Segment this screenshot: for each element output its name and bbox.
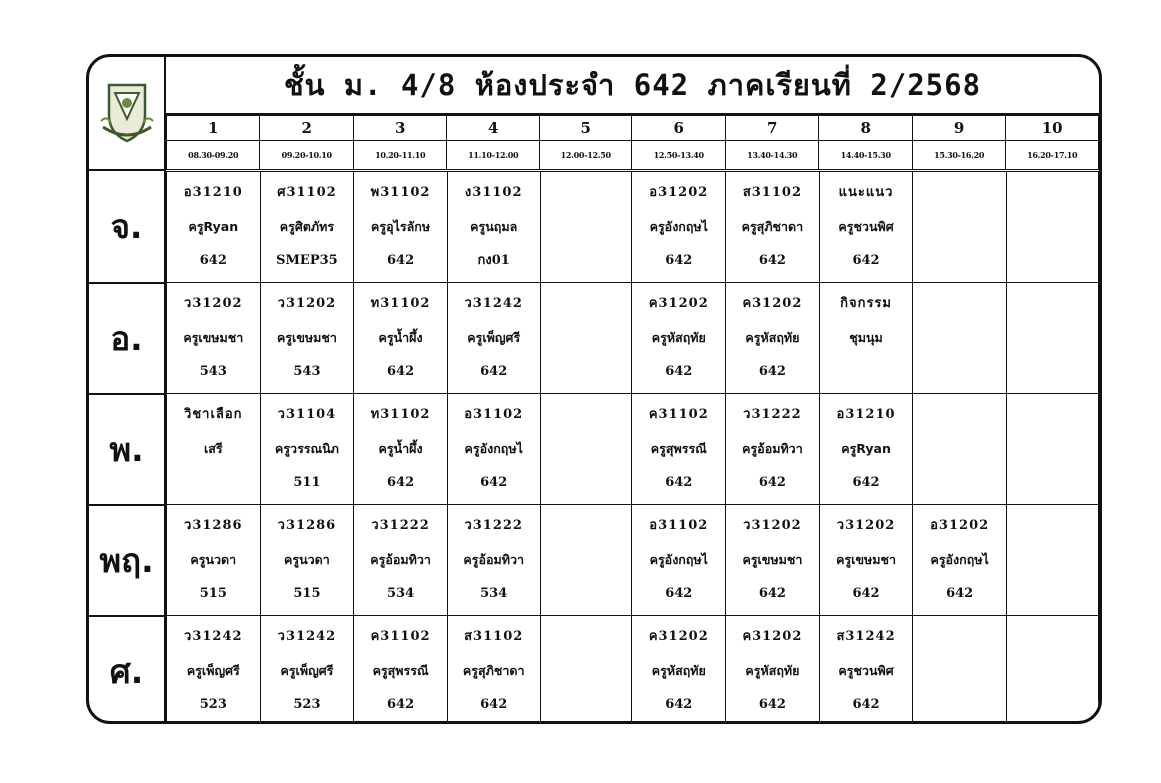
cell-subject: กิจกรรม: [840, 296, 892, 311]
cell-room: 642: [665, 253, 693, 268]
cell-room: 523: [293, 697, 321, 712]
cell-teacher: ครูเพ็ญศรี: [467, 330, 521, 345]
cell-teacher: เสรี: [203, 441, 223, 456]
schedule-cell: [726, 172, 820, 283]
schedule-cell: [726, 616, 820, 725]
cell-subject: ว31202: [184, 296, 243, 311]
cell-room: [1007, 355, 1098, 389]
cell-subject: [913, 398, 1006, 432]
cell-room: 642: [758, 697, 786, 712]
cell-room: [1007, 244, 1098, 278]
schedule-cell: [819, 283, 913, 394]
cell-teacher: [1007, 321, 1098, 355]
cell-teacher: [1007, 654, 1098, 688]
cell-teacher: ครูหัสฤทัย: [745, 663, 800, 678]
cell-subject: [1007, 287, 1098, 321]
cell-room: 642: [665, 364, 693, 379]
cell-subject: [541, 509, 632, 543]
schedule-cell: [819, 394, 913, 505]
cell-room: SMEP35: [276, 253, 338, 268]
period-number: 6: [632, 116, 725, 141]
schedule-cell: [819, 616, 913, 725]
cell-subject: ว31242: [464, 296, 523, 311]
cell-subject: [541, 398, 632, 432]
schedule-cell: [447, 616, 540, 725]
cell-teacher: ครูสุพรรณี: [650, 441, 707, 456]
period-number: 3: [353, 116, 446, 141]
day-row: [167, 616, 1099, 725]
cell-subject: ท31102: [370, 407, 431, 422]
period-time: 12.50-13.40: [632, 141, 725, 170]
cell-teacher: ครูสุภิชาดา: [741, 219, 804, 234]
cell-room: 642: [758, 364, 786, 379]
cell-teacher: [541, 432, 632, 466]
schedule-cell: [540, 283, 632, 394]
cell-subject: ค31202: [742, 629, 803, 644]
cell-subject: อ31102: [464, 407, 524, 422]
cell-subject: แนะแนว: [838, 185, 894, 200]
period-number-row: [167, 116, 1099, 141]
schedule-cell: [726, 283, 820, 394]
cell-teacher: ครูอังกฤษไ: [464, 441, 523, 456]
cell-teacher: ครูเขษมชา: [276, 330, 337, 345]
schedule-cell: [726, 505, 820, 616]
schedule-cell: [1006, 394, 1098, 505]
cell-subject: ว31242: [277, 629, 337, 644]
cell-teacher: ครูเพ็ญศรี: [186, 663, 240, 678]
cell-subject: ว31222: [743, 407, 802, 422]
cell-teacher: ครูหัสฤทัย: [745, 330, 800, 345]
schedule-cell: [540, 505, 632, 616]
day-label: อ.: [89, 282, 166, 393]
cell-teacher: ครูสุพรรณี: [372, 663, 429, 678]
cell-teacher: ครูชวนพิศ: [838, 663, 894, 678]
cell-room: 642: [946, 586, 974, 601]
cell-teacher: [913, 654, 1006, 688]
cell-teacher: ครูเขษมชา: [742, 552, 803, 567]
period-time-row: [167, 141, 1099, 170]
cell-subject: ค31202: [742, 296, 803, 311]
day-label: พ.: [89, 393, 166, 504]
cell-room: 515: [199, 586, 227, 601]
schedule-cell: [819, 505, 913, 616]
schedule-cell: [447, 283, 540, 394]
cell-room: 642: [758, 253, 786, 268]
cell-subject: ว31242: [184, 629, 243, 644]
cell-teacher: ครูนวดา: [284, 552, 330, 567]
cell-room: 543: [293, 364, 321, 379]
cell-room: [541, 577, 632, 611]
cell-room: [541, 244, 632, 278]
cell-teacher: [1007, 543, 1098, 577]
cell-room: 642: [852, 253, 880, 268]
schedule-cell: [354, 172, 448, 283]
cell-subject: อ31202: [649, 185, 709, 200]
cell-subject: ค31102: [648, 407, 709, 422]
cell-room: 534: [387, 586, 415, 601]
cell-room: 515: [293, 586, 321, 601]
cell-subject: [1007, 509, 1098, 543]
cell-teacher: [541, 210, 632, 244]
schedule-cell: [167, 283, 261, 394]
period-number: 1: [167, 116, 260, 141]
cell-subject: อ31102: [649, 518, 709, 533]
period-number: 7: [725, 116, 818, 141]
cell-teacher: [1007, 432, 1098, 466]
cell-room: 642: [387, 475, 415, 490]
cell-teacher: ครูอังกฤษไ: [649, 219, 708, 234]
cell-room: [1007, 577, 1098, 611]
schedule-cell: [632, 505, 726, 616]
schedule-cell: [632, 616, 726, 725]
schedule-cell: [354, 616, 448, 725]
cell-room: 642: [199, 253, 227, 268]
schedule-cell: [260, 172, 354, 283]
period-number: 2: [260, 116, 353, 141]
schedule-cell: [913, 394, 1007, 505]
cell-room: 642: [387, 364, 415, 379]
cell-subject: ค31202: [648, 296, 709, 311]
period-number: 5: [539, 116, 632, 141]
cell-teacher: ครูเพ็ญศรี: [280, 663, 334, 678]
day-row: [167, 505, 1099, 616]
schedule-cell: [447, 394, 540, 505]
cell-room: [1007, 688, 1098, 722]
schedule-grid: [166, 171, 1099, 724]
schedule-cell: [447, 172, 540, 283]
cell-teacher: ชุมนุม: [849, 330, 883, 345]
cell-teacher: ครูRyan: [841, 441, 891, 456]
cell-room: [541, 688, 632, 722]
period-time: 14.40-15.30: [819, 141, 912, 170]
cell-subject: ส31102: [464, 629, 524, 644]
schedule-cell: [167, 505, 261, 616]
cell-teacher: ครูอังกฤษไ: [649, 552, 708, 567]
cell-room: 534: [480, 586, 508, 601]
cell-subject: [541, 176, 632, 210]
school-emblem-icon: [99, 75, 155, 151]
cell-room: 642: [665, 475, 693, 490]
schedule-cell: [1006, 283, 1098, 394]
cell-subject: ว31104: [277, 407, 337, 422]
schedule-cell: [632, 283, 726, 394]
cell-room: 642: [387, 253, 415, 268]
schedule-cell: [540, 394, 632, 505]
cell-room: 642: [852, 475, 880, 490]
cell-room: 543: [199, 364, 227, 379]
cell-room: [913, 244, 1006, 278]
schedule-cell: [726, 394, 820, 505]
day-row: [167, 283, 1099, 394]
cell-subject: อ31202: [930, 518, 990, 533]
cell-teacher: [1007, 210, 1098, 244]
cell-teacher: ครูสุภิชาดา: [462, 663, 525, 678]
cell-subject: ว31202: [836, 518, 896, 533]
cell-subject: ค31202: [648, 629, 709, 644]
cell-room: กง01: [477, 253, 510, 268]
cell-teacher: ครูอ้อมทิวา: [370, 552, 431, 567]
cell-room: [913, 355, 1006, 389]
cell-teacher: ครูวรรณนิภ: [274, 441, 339, 456]
cell-subject: [1007, 398, 1098, 432]
schedule-cell: [354, 283, 448, 394]
schedule-cell: [260, 394, 354, 505]
cell-room: 642: [480, 364, 508, 379]
cell-subject: [913, 287, 1006, 321]
cell-teacher: [913, 321, 1006, 355]
cell-room: [913, 466, 1006, 500]
cell-subject: [541, 620, 632, 654]
schedule-cell: [913, 283, 1007, 394]
page-title: ชั้น ม. 4/8 ห้องประจำ 642 ภาคเรียนที่ 2/2568: [166, 57, 1099, 115]
period-time: 10.20-11.10: [353, 141, 446, 170]
schedule-cell: [540, 172, 632, 283]
cell-room: [913, 688, 1006, 722]
schedule-cell: [260, 616, 354, 725]
timetable-sheet: [86, 54, 1102, 724]
period-header: [166, 115, 1099, 170]
cell-room: 642: [480, 475, 508, 490]
cell-subject: [541, 287, 632, 321]
cell-subject: วิชาเลือก: [184, 407, 243, 422]
period-time: 11.10-12.00: [447, 141, 540, 170]
period-number: 8: [819, 116, 912, 141]
cell-subject: อ31210: [836, 407, 896, 422]
cell-teacher: ครูหัสฤทัย: [651, 330, 706, 345]
period-time: 09.20-10.10: [260, 141, 353, 170]
cell-teacher: ครูเขษมชา: [183, 330, 244, 345]
cell-room: [541, 355, 632, 389]
schedule-cell: [913, 505, 1007, 616]
cell-teacher: [541, 654, 632, 688]
cell-room: 642: [665, 697, 693, 712]
day-label: จ.: [89, 171, 166, 282]
schedule-cell: [1006, 616, 1098, 725]
schedule-cell: [167, 616, 261, 725]
cell-room: [1007, 466, 1098, 500]
cell-subject: ส31102: [742, 185, 802, 200]
cell-subject: ว31286: [184, 518, 243, 533]
cell-teacher: ครูRyan: [188, 219, 239, 234]
cell-subject: ว31202: [743, 518, 802, 533]
day-column: [89, 171, 166, 724]
cell-subject: ง31102: [464, 185, 523, 200]
schedule-cell: [260, 505, 354, 616]
schedule-cell: [913, 172, 1007, 283]
period-time: 16.20-17.10: [1006, 141, 1099, 170]
cell-teacher: [541, 543, 632, 577]
cell-room: [167, 466, 260, 500]
cell-teacher: ครูอังกฤษไ: [930, 552, 989, 567]
cell-teacher: ครูอ้อมทิวา: [463, 552, 525, 567]
day-row: [167, 172, 1099, 283]
day-label: ศ.: [89, 615, 166, 724]
schedule-cell: [819, 172, 913, 283]
logo-cell: [89, 57, 166, 171]
cell-room: 642: [758, 586, 786, 601]
cell-teacher: [913, 210, 1006, 244]
cell-room: 642: [852, 586, 880, 601]
cell-subject: [1007, 176, 1098, 210]
cell-subject: ว31202: [277, 296, 337, 311]
cell-teacher: [541, 321, 632, 355]
schedule-cell: [632, 172, 726, 283]
schedule-cell: [1006, 172, 1098, 283]
cell-room: [541, 466, 632, 500]
schedule-cell: [354, 394, 448, 505]
cell-room: 523: [199, 697, 227, 712]
cell-room: [820, 355, 913, 389]
cell-subject: ว31286: [277, 518, 337, 533]
cell-teacher: ครูหัสฤทัย: [651, 663, 706, 678]
cell-teacher: ครูน้ำผึ้ง: [378, 330, 423, 345]
cell-room: 511: [293, 475, 321, 490]
cell-subject: [913, 176, 1006, 210]
day-row: [167, 394, 1099, 505]
period-number: 4: [447, 116, 540, 141]
schedule-cell: [540, 616, 632, 725]
day-label: พฤ.: [89, 504, 166, 615]
schedule-cell: [167, 394, 261, 505]
cell-teacher: ครูน้ำผึ้ง: [378, 441, 423, 456]
period-number: 9: [912, 116, 1005, 141]
period-time: 12.00-12.50: [539, 141, 632, 170]
cell-subject: อ31210: [183, 185, 243, 200]
cell-teacher: ครูเขษมชา: [836, 552, 896, 567]
cell-subject: [1007, 620, 1098, 654]
schedule-cell: [260, 283, 354, 394]
period-time: 15.30-16.20: [912, 141, 1005, 170]
period-number: 10: [1006, 116, 1099, 141]
cell-teacher: ครูศิตภัทร: [279, 219, 335, 234]
schedule-cell: [1006, 505, 1098, 616]
schedule-cell: [913, 616, 1007, 725]
cell-teacher: ครูชวนพิศ: [838, 219, 894, 234]
cell-subject: พ31102: [370, 185, 431, 200]
cell-room: 642: [852, 697, 880, 712]
period-time: 08.30-09.20: [167, 141, 260, 170]
cell-room: 642: [758, 475, 786, 490]
cell-teacher: ครูอ้อมทิวา: [742, 441, 803, 456]
cell-subject: ค31102: [370, 629, 431, 644]
cell-subject: ท31102: [370, 296, 431, 311]
schedule-cell: [447, 505, 540, 616]
cell-room: 642: [387, 697, 415, 712]
cell-teacher: ครูนฤมล: [470, 219, 518, 234]
cell-teacher: [913, 432, 1006, 466]
cell-subject: ว31222: [371, 518, 430, 533]
schedule-cell: [632, 394, 726, 505]
cell-subject: ว31222: [464, 518, 523, 533]
cell-subject: ศ31102: [277, 185, 337, 200]
cell-teacher: ครูนวดา: [190, 552, 237, 567]
cell-subject: ส31242: [836, 629, 896, 644]
schedule-cell: [167, 172, 261, 283]
cell-subject: [913, 620, 1006, 654]
schedule-cell: [354, 505, 448, 616]
period-time: 13.40-14.30: [725, 141, 818, 170]
cell-room: 642: [665, 586, 693, 601]
cell-room: 642: [480, 697, 508, 712]
cell-teacher: ครูอุไรลักษ: [371, 219, 431, 234]
